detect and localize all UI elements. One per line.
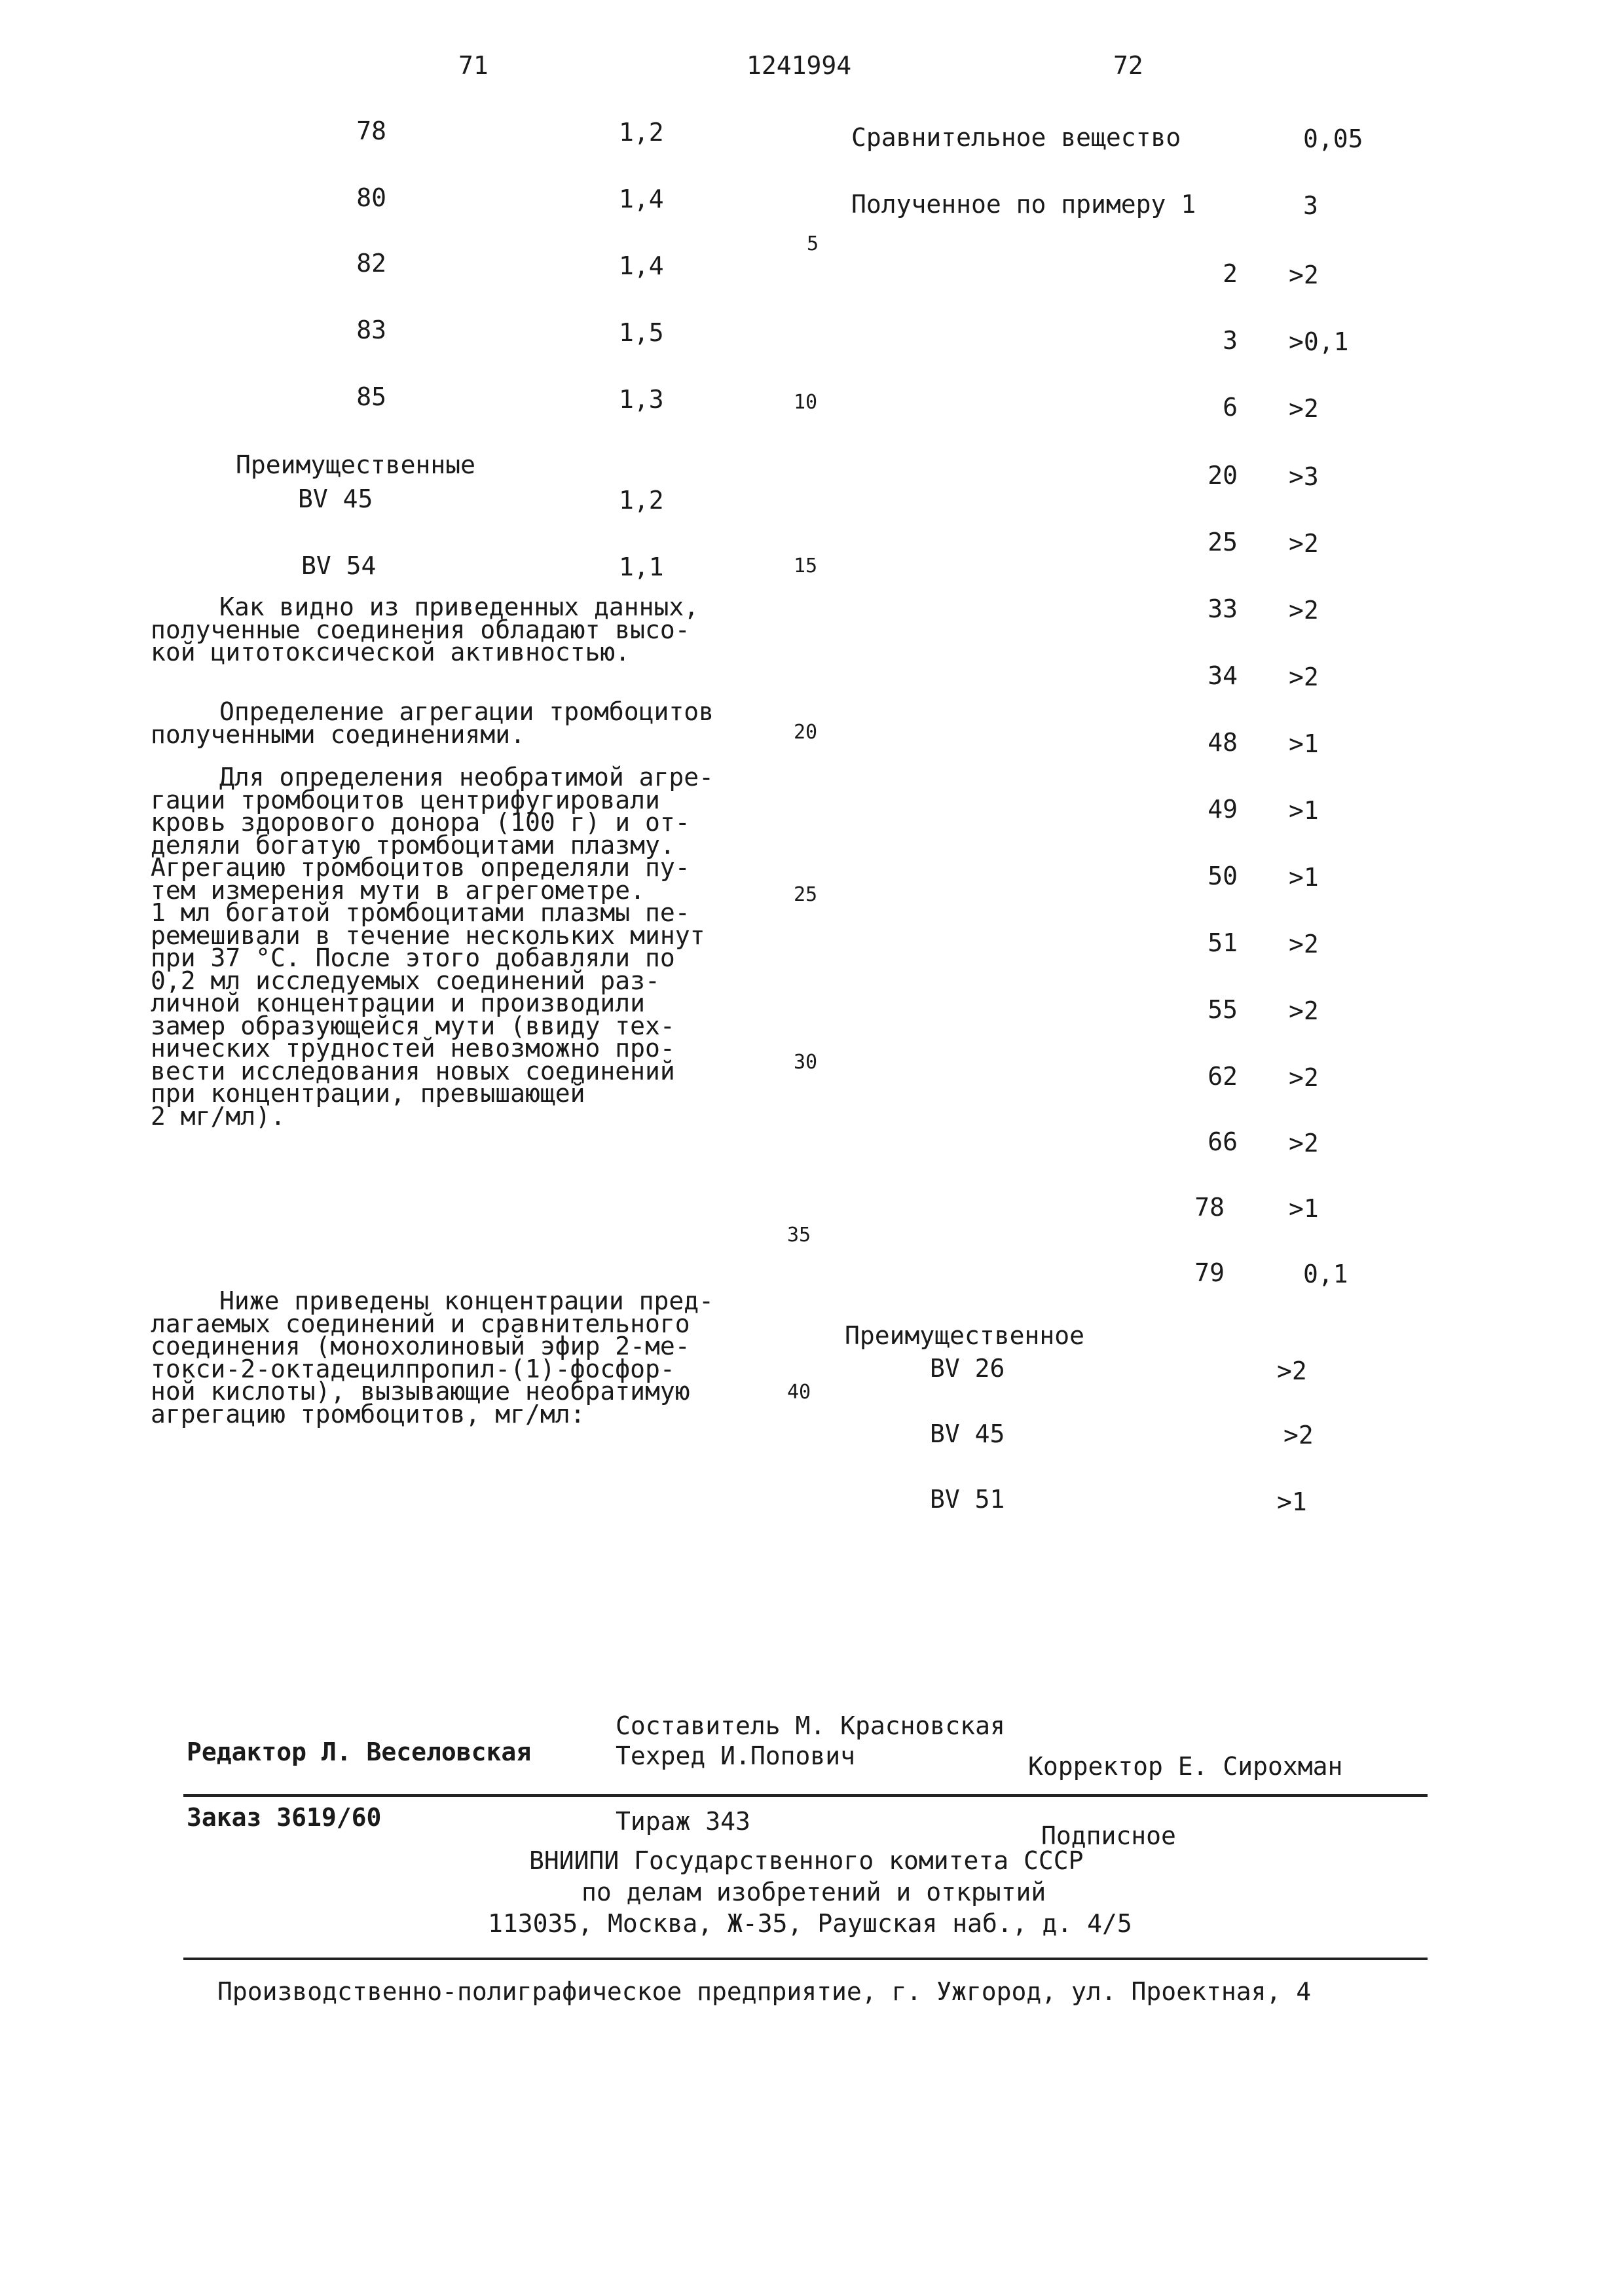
right-table-value: >0,1 [1289, 327, 1349, 356]
text-line: 2 мг/мл). [151, 1101, 286, 1131]
right-table-id: 78 [1194, 1193, 1225, 1222]
text-line: кой цитотоксической активностью. [151, 638, 631, 666]
text-line: кровь здорового донора (100 г) и от- [151, 808, 690, 837]
left-table-value: 1,4 [619, 185, 664, 213]
left-table-id: 82 [356, 249, 386, 278]
right-table-id: BV 45 [930, 1419, 1005, 1448]
divider [183, 1958, 1428, 1960]
right-table-id: 2 [1223, 259, 1238, 288]
right-table-id: 3 [1223, 326, 1238, 355]
right-table-id: 6 [1223, 393, 1238, 422]
right-table-value: >1 [1289, 1194, 1319, 1223]
paragraph-cytotoxic [151, 592, 792, 666]
right-table-id: 66 [1208, 1127, 1238, 1156]
right-table-id: 50 [1208, 862, 1238, 890]
right-table-id: 62 [1208, 1062, 1238, 1091]
org-line2: по делам изобретений и открытий [581, 1878, 1046, 1906]
patent-number: 1241994 [747, 51, 852, 80]
text-line: полученные соединения обладают высо- [151, 615, 690, 644]
text-line: лагаемых соединений и сравнительного [151, 1309, 690, 1338]
org-line1: ВНИИПИ Государственного комитета СССР [529, 1846, 1084, 1875]
text-line: тем измерения мути в агрегометре. [151, 875, 645, 905]
text-line: соединения (монохолиновый эфир 2-ме- [151, 1332, 690, 1360]
example1-value: 3 [1303, 191, 1318, 220]
text-line: личной концентрации и производили [151, 989, 645, 1017]
text-line: Ниже приведены концентрации пред- [219, 1286, 714, 1315]
line-number: 20 [794, 721, 818, 744]
right-table-group-label: Преимущественное [845, 1321, 1085, 1350]
right-table-id: 55 [1208, 995, 1238, 1024]
line-number: 5 [807, 232, 819, 255]
comparison-value: 0,05 [1303, 124, 1363, 153]
left-table-group-label: Преимущественные [236, 450, 476, 479]
text-line: гации тромбоцитов центрифугировали [151, 785, 660, 814]
right-table-value: 0,1 [1303, 1260, 1348, 1288]
right-table-id: 20 [1208, 461, 1238, 490]
paragraph-method [151, 763, 792, 1131]
left-table-id: BV 45 [298, 484, 373, 513]
right-table-value: >2 [1283, 1421, 1314, 1449]
left-table-value: 1,2 [619, 486, 664, 515]
line-number: 40 [787, 1381, 811, 1404]
text-line: нических трудностей невозможно про- [151, 1034, 675, 1063]
right-table-id: 79 [1194, 1258, 1225, 1287]
left-table-id: 78 [356, 117, 386, 145]
left-table-value: 1,3 [619, 385, 664, 414]
text-line: деляли богатую тромбоцитами плазму. [151, 830, 675, 860]
left-table-id: 83 [356, 316, 386, 344]
right-table-value: >2 [1289, 930, 1319, 958]
right-table-value: >1 [1289, 796, 1319, 825]
text-line: полученными соединениями. [151, 720, 525, 749]
left-table-value: 1,5 [619, 318, 664, 347]
compiler: Составитель М. Красновская [616, 1711, 1005, 1740]
right-table-value: >2 [1289, 394, 1319, 423]
right-table-id: 49 [1208, 795, 1238, 824]
text-line: 1 мл богатой тромбоцитами плазмы пе- [151, 898, 690, 927]
text-line: Определение агрегации тромбоцитов [219, 697, 714, 726]
right-table-id: 25 [1208, 528, 1238, 556]
subscription: Подписное [1041, 1821, 1176, 1850]
text-line: токси-2-октадецилпропил-(1)-фосфор- [151, 1354, 675, 1383]
text-line: Для определения необратимой агре- [219, 763, 714, 792]
right-table-value: >2 [1289, 996, 1319, 1025]
right-table-value: >2 [1289, 529, 1319, 558]
right-table-value: >2 [1289, 663, 1319, 691]
text-line: замер образующейся мути (ввиду тех- [151, 1011, 675, 1040]
right-page-number: 72 [1113, 51, 1143, 80]
left-table-value: 1,2 [619, 118, 664, 147]
paragraph-heading [151, 697, 792, 749]
right-table-value: >2 [1277, 1357, 1307, 1385]
order: Заказ 3619/60 [187, 1803, 382, 1832]
address: 113035, Москва, Ж-35, Раушская наб., д. 4/5 [488, 1909, 1132, 1938]
right-table-value: >2 [1289, 596, 1319, 625]
right-table-id: 48 [1208, 728, 1238, 757]
text-line: ремешивали в течение нескольких минут [151, 920, 705, 950]
right-table-value: >1 [1289, 729, 1319, 758]
techred: Техред И.Попович [616, 1741, 856, 1770]
text-line: ной кислоты), вызывающие необратимую [151, 1377, 690, 1406]
left-table-id: 85 [356, 382, 386, 411]
line-number: 10 [794, 391, 818, 414]
text-line: агрегацию тромбоцитов, мг/мл: [151, 1399, 585, 1429]
circulation: Тираж 343 [616, 1807, 750, 1836]
line-number: 25 [794, 883, 818, 906]
paragraph-concentrations [151, 1286, 792, 1429]
left-page-number: 71 [458, 51, 489, 80]
right-table-value: >2 [1289, 261, 1319, 289]
text-line: Агрегацию тромбоцитов определяли пу- [151, 853, 690, 882]
left-table-value: 1,4 [619, 251, 664, 280]
right-table-id: 34 [1208, 661, 1238, 690]
comparison-label: Сравнительное вещество [851, 123, 1181, 152]
left-table-id: 80 [356, 183, 386, 212]
line-number: 35 [787, 1224, 811, 1247]
printer: Производственно-полиграфическое предприятие, г. Ужгород, ул. Проектная, 4 [217, 1977, 1312, 2006]
left-table-id: BV 54 [301, 551, 377, 580]
text-line: при 37 °С. После этого добавляли по [151, 943, 675, 972]
right-table-value: >3 [1289, 462, 1319, 491]
right-table-id: 51 [1208, 928, 1238, 957]
text-line: Как видно из приведенных данных, [219, 592, 699, 621]
right-table-id: BV 51 [930, 1485, 1005, 1514]
line-number: 30 [794, 1051, 818, 1074]
left-table-value: 1,1 [619, 553, 664, 581]
text-line: вести исследования новых соединений [151, 1056, 675, 1085]
right-table-value: >2 [1289, 1129, 1319, 1157]
divider [183, 1794, 1428, 1797]
text-line: 0,2 мл исследуемых соединений раз- [151, 966, 660, 995]
editor: Редактор Л. Веселовская [187, 1738, 532, 1766]
example1-label: Полученное по примеру 1 [851, 190, 1196, 219]
right-table-value: >2 [1289, 1063, 1319, 1092]
corrector: Корректор Е. Сирохман [1028, 1752, 1343, 1781]
text-line: при концентрации, превышающей [151, 1079, 585, 1108]
right-table-value: >1 [1277, 1487, 1307, 1516]
line-number: 15 [794, 555, 818, 577]
right-table-id: 33 [1208, 594, 1238, 623]
right-table-id: BV 26 [930, 1354, 1005, 1383]
right-table-value: >1 [1289, 863, 1319, 892]
